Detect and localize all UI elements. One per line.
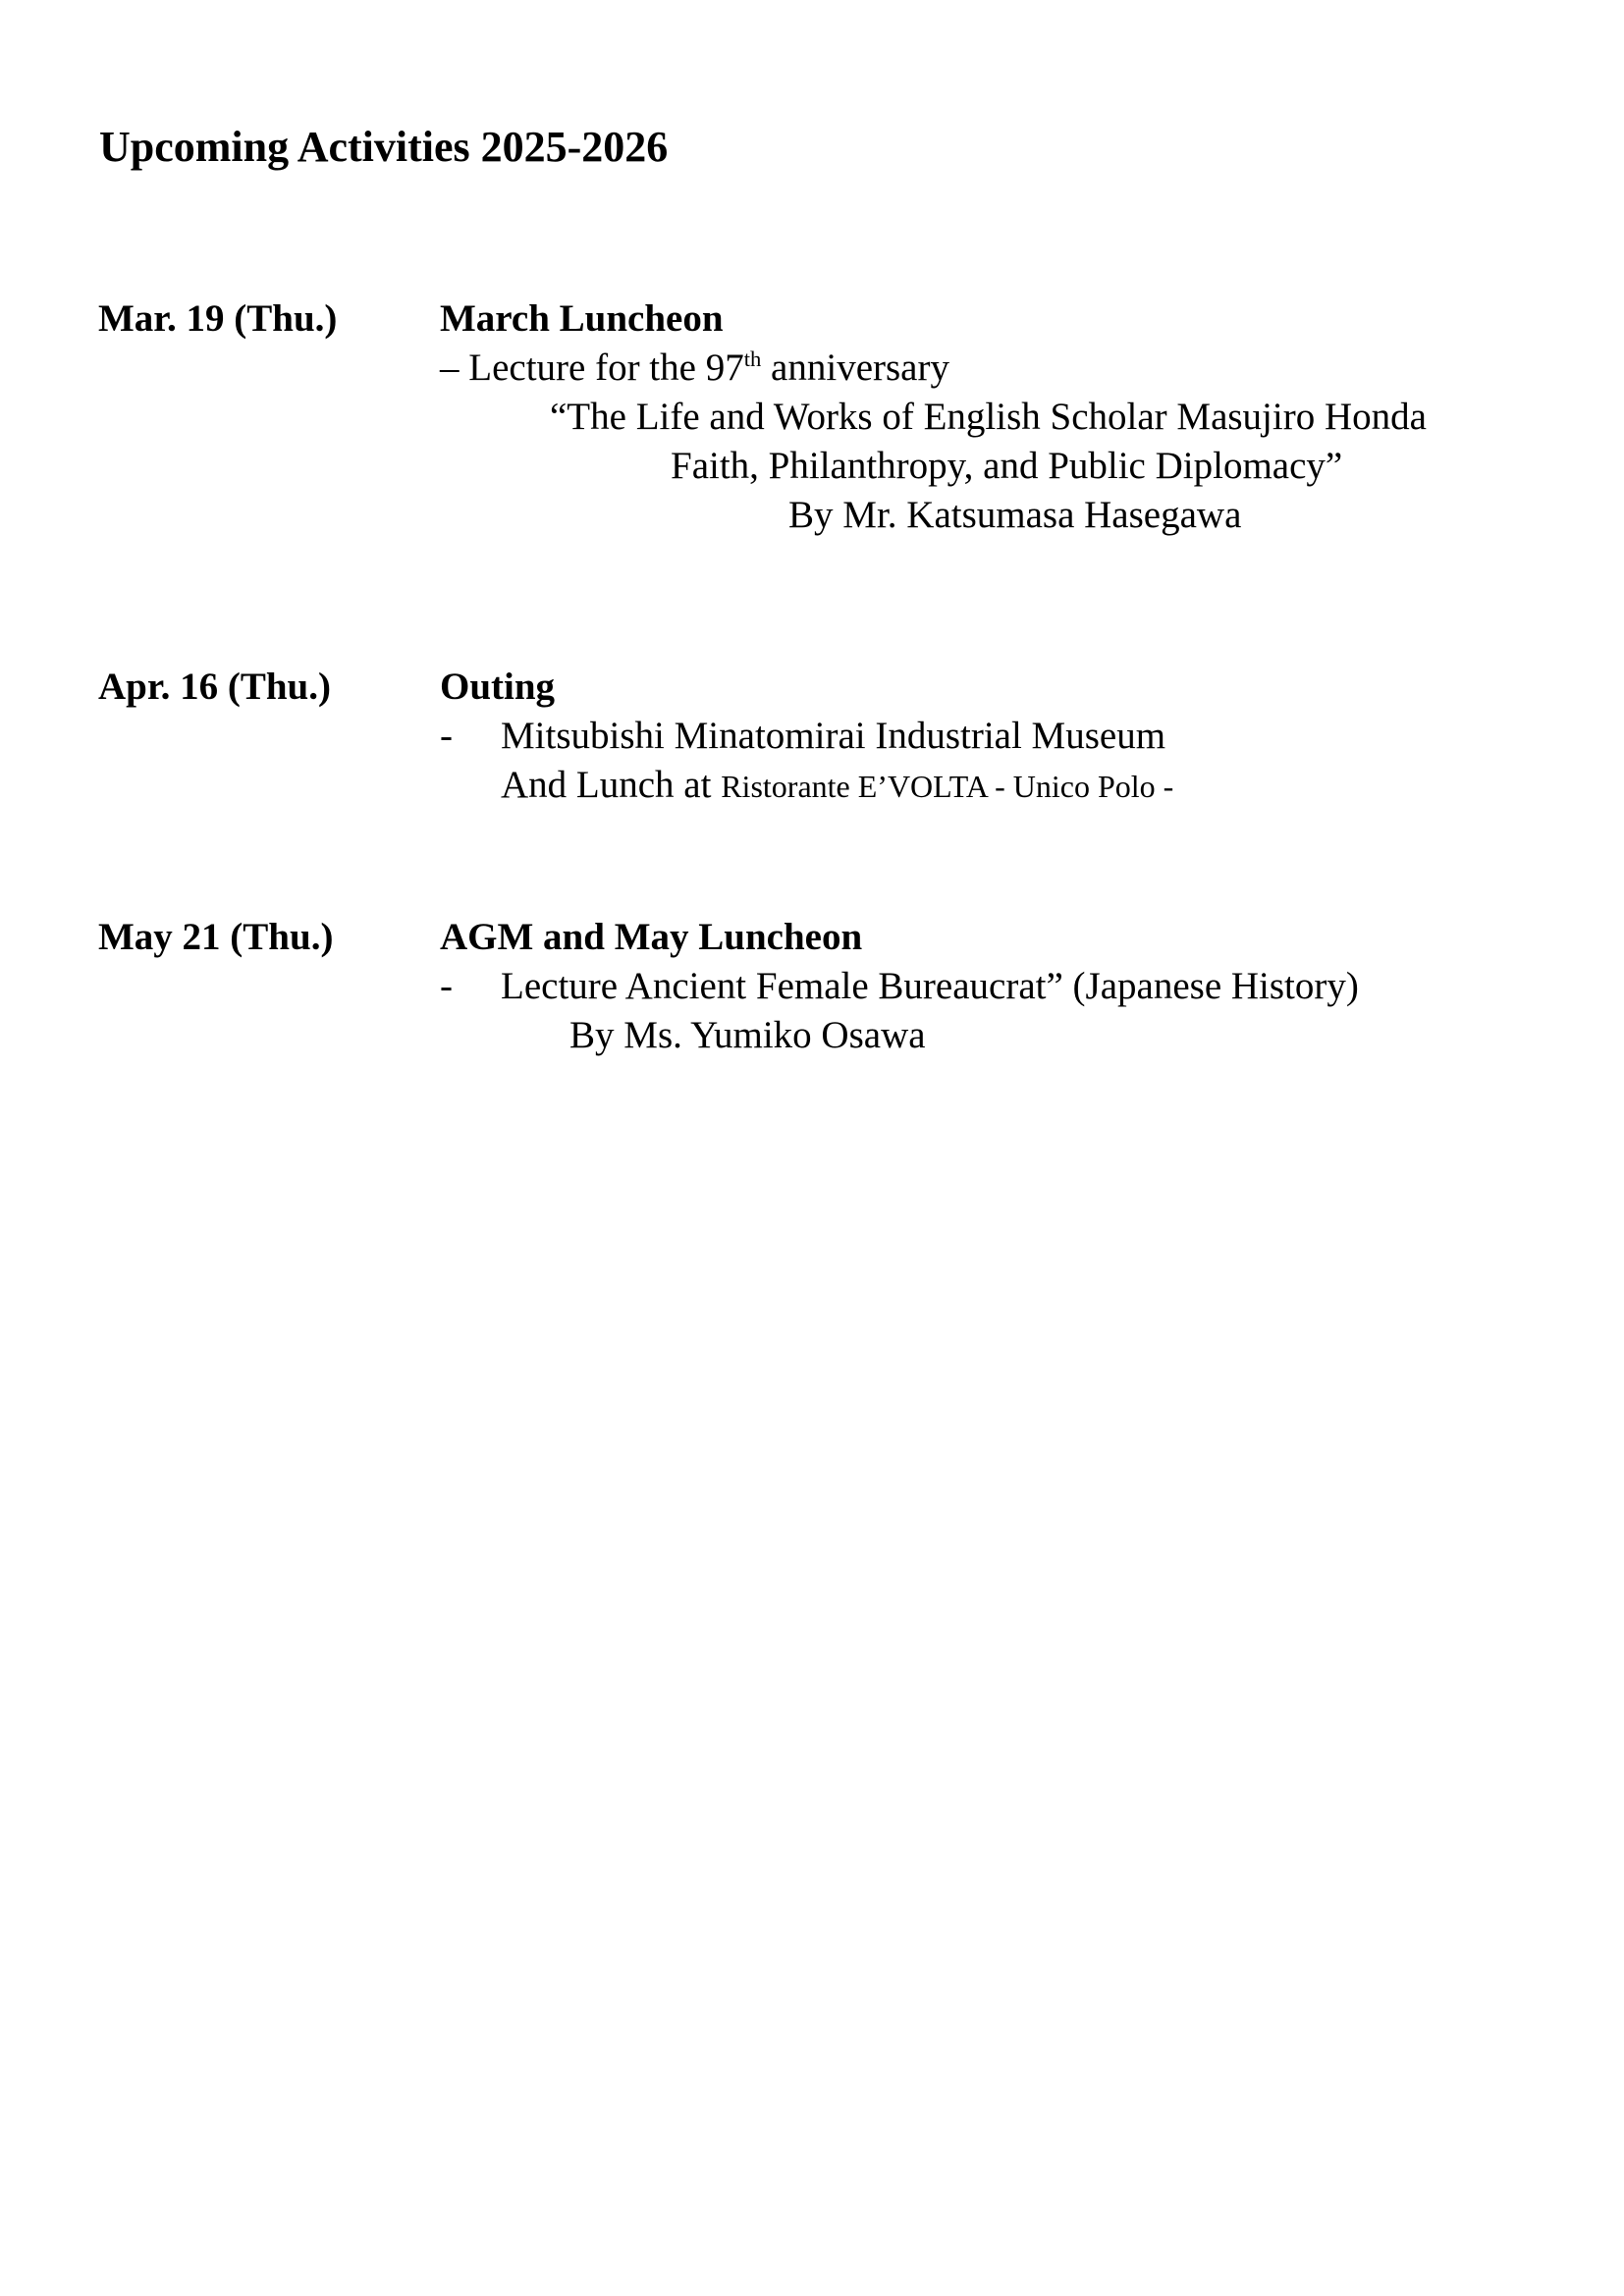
lecture-title-line1: “The Life and Works of English Scholar Masujiro Honda	[550, 396, 1427, 438]
event-date: May 21 (Thu.)	[98, 916, 334, 958]
event-entry-outing	[0, 663, 1624, 811]
event-heading: AGM and May Luncheon	[440, 916, 863, 958]
ordinal-superscript: th	[743, 347, 762, 371]
page-title: Upcoming Activities 2025-2026	[99, 123, 669, 171]
event-date: Apr. 16 (Thu.)	[98, 666, 331, 708]
lunch-text-normal: And Lunch at	[501, 764, 722, 806]
lecture-text-post: anniversary	[761, 347, 949, 389]
event-content	[440, 663, 1565, 811]
event-entry-agm	[0, 913, 1624, 1060]
event-content	[440, 294, 1565, 540]
event-lecture-line	[440, 344, 1565, 393]
lecture-text-pre: – Lecture for the 97	[440, 347, 744, 389]
bullet-dash: -	[440, 965, 453, 1007]
speaker-byline: By Mr. Katsumasa Hasegawa	[788, 494, 1242, 536]
lunch-line	[440, 761, 1565, 811]
restaurant-name: Ristorante E’VOLTA - Unico Polo -	[721, 769, 1174, 804]
event-date: Mar. 19 (Thu.)	[98, 297, 338, 340]
lecture-title-line2: Faith, Philanthropy, and Public Diplomacy”	[671, 445, 1343, 487]
bullet-text: Lecture Ancient Female Bureaucrat” (Japanese History)	[501, 965, 1359, 1007]
bullet-text: Mitsubishi Minatomirai Industrial Museum	[501, 715, 1166, 757]
bullet-dash: -	[440, 715, 453, 757]
event-heading: Outing	[440, 666, 556, 708]
event-bullet-line	[440, 962, 1565, 1011]
event-entry-march	[0, 294, 1624, 540]
speaker-byline: By Ms. Yumiko Osawa	[569, 1014, 926, 1056]
event-bullet-line	[440, 712, 1565, 761]
event-heading: March Luncheon	[440, 297, 724, 340]
event-content	[440, 913, 1565, 1060]
